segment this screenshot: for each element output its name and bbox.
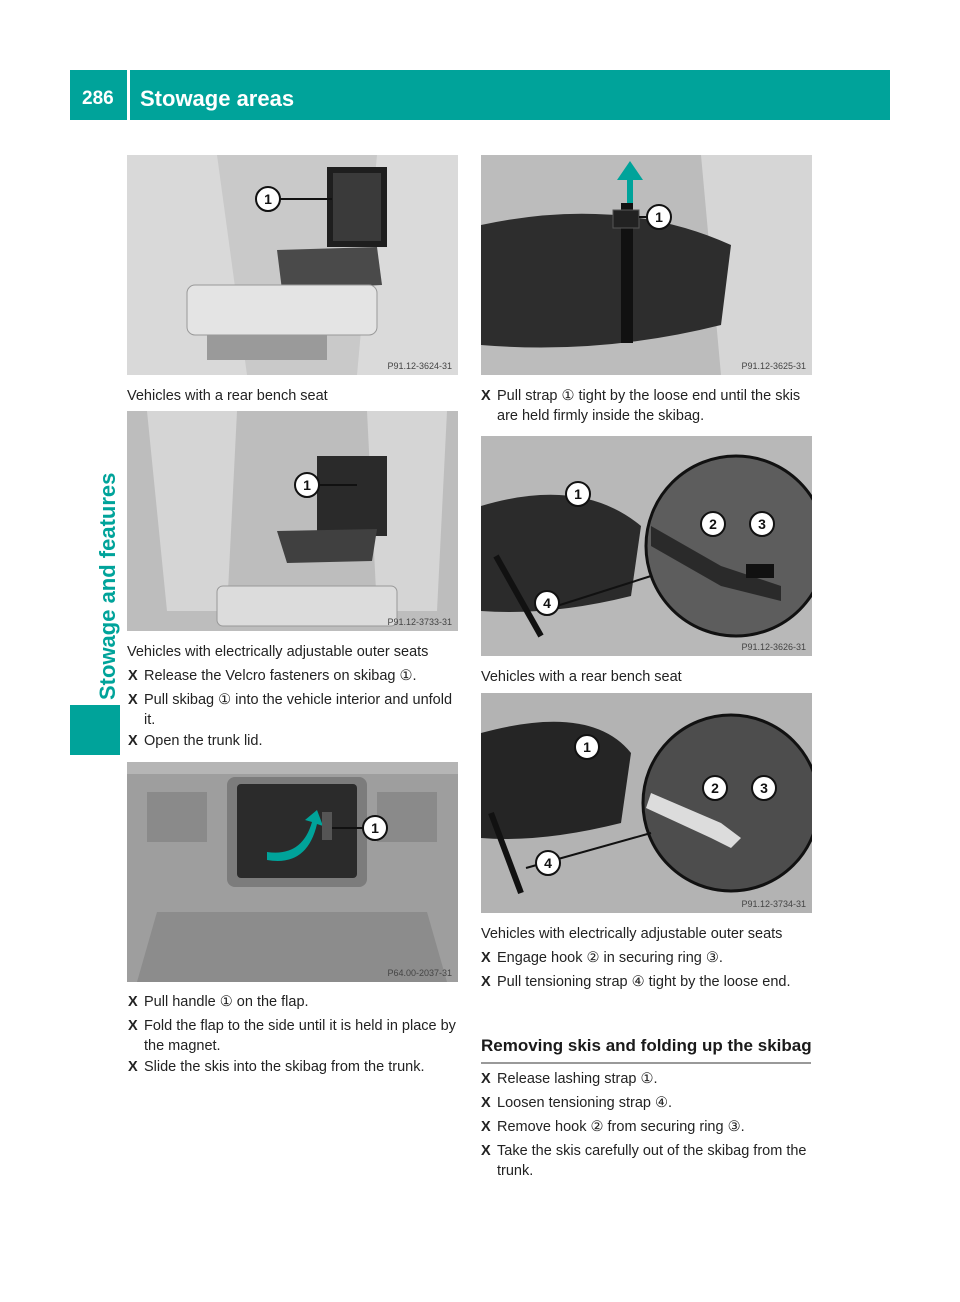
step-marker: X <box>481 1143 491 1159</box>
step-marker: X <box>128 1059 138 1075</box>
step-text: Pull strap ① tight by the loose end until the skis are held firmly inside the skibag. <box>497 388 801 424</box>
caption-rear-bench-seat: Vehicles with a rear bench seat <box>127 388 328 404</box>
step-text: Release the Velcro fasteners on skibag ①. <box>144 668 417 684</box>
svg-text:2: 2 <box>709 516 717 532</box>
step-marker: X <box>128 692 138 708</box>
step-item <box>128 731 458 751</box>
step-marker: X <box>128 668 138 684</box>
page-number: 286 <box>82 88 114 109</box>
step-text: Pull skibag ① into the vehicle interior and unfold it. <box>144 692 453 728</box>
step-item <box>481 972 812 992</box>
step-text: Loosen tensioning strap ④. <box>497 1095 673 1111</box>
svg-text:3: 3 <box>758 516 766 532</box>
svg-text:1: 1 <box>655 209 663 225</box>
step-text: Pull handle ① on the flap. <box>144 994 309 1010</box>
step-marker: X <box>481 1119 491 1135</box>
step-item <box>481 1141 812 1181</box>
caption-electric-seats: Vehicles with electrically adjustable outer seats <box>481 926 783 942</box>
step-text: Slide the skis into the skibag from the trunk. <box>144 1059 425 1075</box>
page-title: Stowage areas <box>140 86 295 111</box>
caption-electric-seats: Vehicles with electrically adjustable outer seats <box>127 644 429 660</box>
figure-code: P64.00-2037-31 <box>387 968 452 978</box>
caption-rear-bench-seat: Vehicles with a rear bench seat <box>481 669 682 685</box>
figure-hook-ring-bench <box>481 436 812 656</box>
svg-text:1: 1 <box>583 739 591 755</box>
step-marker: X <box>128 1018 138 1034</box>
step-item <box>481 1069 812 1089</box>
step-text: Fold the flap to the side until it is held in place by the magnet. <box>144 1018 456 1054</box>
side-tab-marker <box>70 705 120 755</box>
figure-rear-bench-seat-opening <box>127 155 458 375</box>
figure-hook-ring-electric <box>481 693 812 913</box>
svg-text:1: 1 <box>264 191 272 207</box>
figure-code: P91.12-3626-31 <box>741 642 806 652</box>
step-text: Take the skis carefully out of the skibag from the trunk. <box>497 1143 807 1179</box>
svg-text:1: 1 <box>303 477 311 493</box>
step-text: Remove hook ② from securing ring ③. <box>497 1119 745 1135</box>
figure-pull-strap <box>481 155 812 375</box>
step-marker: X <box>481 974 491 990</box>
step-item <box>481 948 812 968</box>
svg-text:1: 1 <box>371 820 379 836</box>
heading-rule <box>481 1062 811 1064</box>
step-marker: X <box>128 994 138 1010</box>
step-item <box>128 690 458 730</box>
step-text: Engage hook ② in securing ring ③. <box>497 950 723 966</box>
step-marker: X <box>128 733 138 749</box>
figure-electric-seats-opening <box>127 411 458 631</box>
step-marker: X <box>481 1071 491 1087</box>
step-marker: X <box>481 950 491 966</box>
figure-code: P91.12-3734-31 <box>741 899 806 909</box>
svg-text:4: 4 <box>544 855 552 871</box>
step-text: Open the trunk lid. <box>144 733 263 749</box>
step-marker: X <box>481 388 491 404</box>
step-text: Pull tensioning strap ④ tight by the loose end. <box>497 974 791 990</box>
svg-text:2: 2 <box>711 780 719 796</box>
figure-code: P91.12-3624-31 <box>387 361 452 371</box>
step-item <box>481 1117 812 1137</box>
section-heading: Removing skis and folding up the skibag <box>481 1036 812 1055</box>
step-item <box>128 666 458 686</box>
svg-text:1: 1 <box>574 486 582 502</box>
figure-code: P91.12-3733-31 <box>387 617 452 627</box>
step-item <box>128 1016 460 1056</box>
figure-trunk-flap <box>127 762 458 982</box>
side-tab-label: Stowage and features <box>95 472 120 700</box>
step-item <box>128 1057 460 1077</box>
figure-code: P91.12-3625-31 <box>741 361 806 371</box>
step-marker: X <box>481 1095 491 1111</box>
svg-text:3: 3 <box>760 780 768 796</box>
step-item <box>481 1093 812 1113</box>
step-text: Release lashing strap ①. <box>497 1071 658 1087</box>
svg-text:4: 4 <box>543 595 551 611</box>
step-item <box>481 386 812 426</box>
header-divider <box>127 70 130 120</box>
step-item <box>128 992 458 1012</box>
